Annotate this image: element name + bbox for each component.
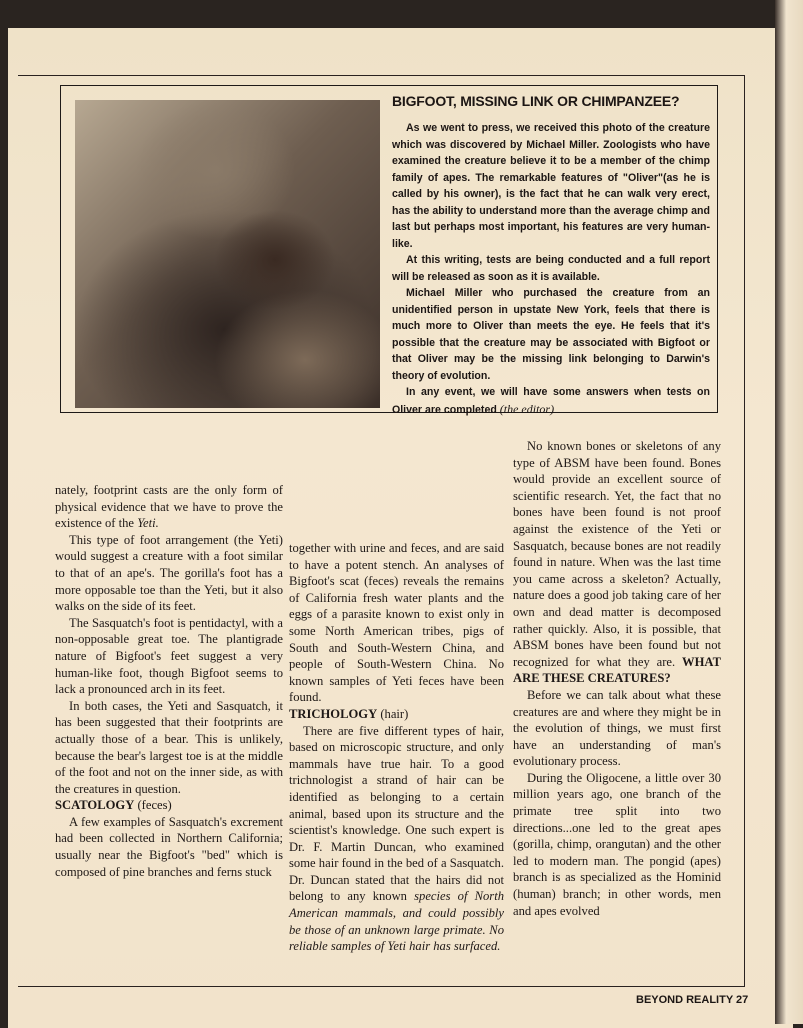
paragraph: together with urine and feces, and are said to have a potent stench. An analyses of Bigfoot's scat (feces) reveals the remains of California fresh water plants and the eggs of a parasite known to exist only in some North American tribes, pigs of South and South-Western China, and people of South-Western China. No known samples of Yeti feces have been found. [289, 541, 504, 705]
paragraph-text: No known bones or skeletons of any type of ABSM have been found. Bones would provide an excellent source of scientific research. Yet, the fact that no bones have been found is not proof against the existence of the Yeti or Sasquatch, because bones are not readily found in nature. When was the last time you came across a skeleton? Actually, nature does a good job taking care of her own and dead matter is decomposed rather quickly. Also, it is possible, that ABSM bones have been found but not recognized for what they are. [513, 439, 721, 669]
italic-text: species of North American mammals, and could possibly be those of an unknown large primate. No reliable samples of Yeti hair has surfaced. [289, 889, 504, 954]
paragraph: A few examples of Sasquatch's excrement had been collected in Northern California; usually near the Bigfoot's "bed" which is composed of pine branches and ferns stuck [55, 814, 283, 879]
column-2 [289, 540, 504, 955]
paragraph [513, 438, 721, 687]
page-footer: BEYOND REALITY 27 [636, 994, 749, 1006]
section-heading [55, 797, 283, 814]
editor-credit: (the editor) [499, 401, 555, 416]
sidebar-paragraph [392, 384, 710, 418]
paragraph [289, 723, 504, 955]
column-3 [513, 438, 721, 919]
paragraph: During the Oligocene, a little over 30 million years ago, one branch of the primate tree split into two directions...one led to the great apes (gorilla, chimp, orangutan) and the other led to modern man. The pongid (apes) branch is as specialized as the Hominid (human) branch; in other words, men and apes evolved [513, 770, 721, 918]
italic-text: Yeti. [137, 516, 159, 531]
creature-photo [75, 100, 380, 408]
paragraph: In both cases, the Yeti and Sasquatch, it has been suggested that their footprints are actually those of a bear. This is unlikely, because the bear's largest toe is at the middle of the foot and not on the inner side, as with the creatures in question. [55, 698, 283, 796]
paragraph-text: There are five different types of hair, based on microscopic structure, and only mammals have true hair. To a good trichnologist a strand of hair can be identified as belonging to a certain animal, based upon its structure and the scientist's knowledge. One such expert is Dr. F. Martin Duncan, who examined some hair found in the bed of a Sasquatch. Dr. Duncan stated that the hairs did not belong to any known [289, 723, 504, 904]
paragraph: The Sasquatch's foot is pentidactyl, with a non-opposable great toe. The plantigrade nature of Bigfoot's feet suggest a very human-like foot, though Bigfoot seems to lack a pronounced arch in its feet. [55, 615, 283, 697]
sidebar-paragraph: As we went to press, we received this photo of the creature which was discovered by Michael Miller. Zoologists who have examined the creature believe it to be a member of the chimp family of apes. The remarkable features of "Oliver"(as he is called by his owner), is the fact that he can walk very erect, has the ability to understand more than the average chimp and last but perhaps most important, his features are very human-like. [392, 122, 710, 250]
heading-sub: (feces) [137, 798, 172, 813]
section-heading [289, 706, 504, 723]
heading-text: SCATOLOGY [55, 798, 135, 813]
sidebar-last-text: In any event, we will have some answers when tests on Oliver are completed [392, 386, 710, 416]
paragraph: This type of foot arrangement (the Yeti) would suggest a creature with a foot similar to that of an ape's. The gorilla's foot has a more opposable toe than the Yeti, but it also walks on the side of its feet. [55, 532, 283, 614]
sidebar-paragraph: At this writing, tests are being conducted and a full report will be released as soon as it is available. [392, 254, 710, 283]
paragraph-text: nately, footprint casts are the only form of physical evidence that we have to prove the existence of the [55, 483, 283, 531]
paragraph [55, 482, 283, 532]
column-1 [55, 482, 283, 880]
section-heading: WHAT ARE THESE CREATURES? [513, 654, 721, 686]
heading-text: TRICHOLOGY [289, 706, 378, 721]
sidebar-paragraph: Michael Miller who purchased the creature from an unidentified person in upstate New York, feels that there is much more to Oliver than meets the eye. He feels that it's possible that the creature may be associated with Bigfoot or that Oliver may be the missing link belonging to Darwin's theory of evolution. [392, 287, 710, 382]
heading-sub: (hair) [380, 706, 409, 721]
sidebar-title: BIGFOOT, MISSING LINK OR CHIMPANZEE? [392, 93, 680, 109]
page-edge [775, 0, 803, 1024]
sidebar-text [392, 92, 710, 418]
paragraph: Before we can talk about what these creatures are and where they might be in the evolution of things, we must first have an understanding of man's evolutionary process. [513, 687, 721, 769]
